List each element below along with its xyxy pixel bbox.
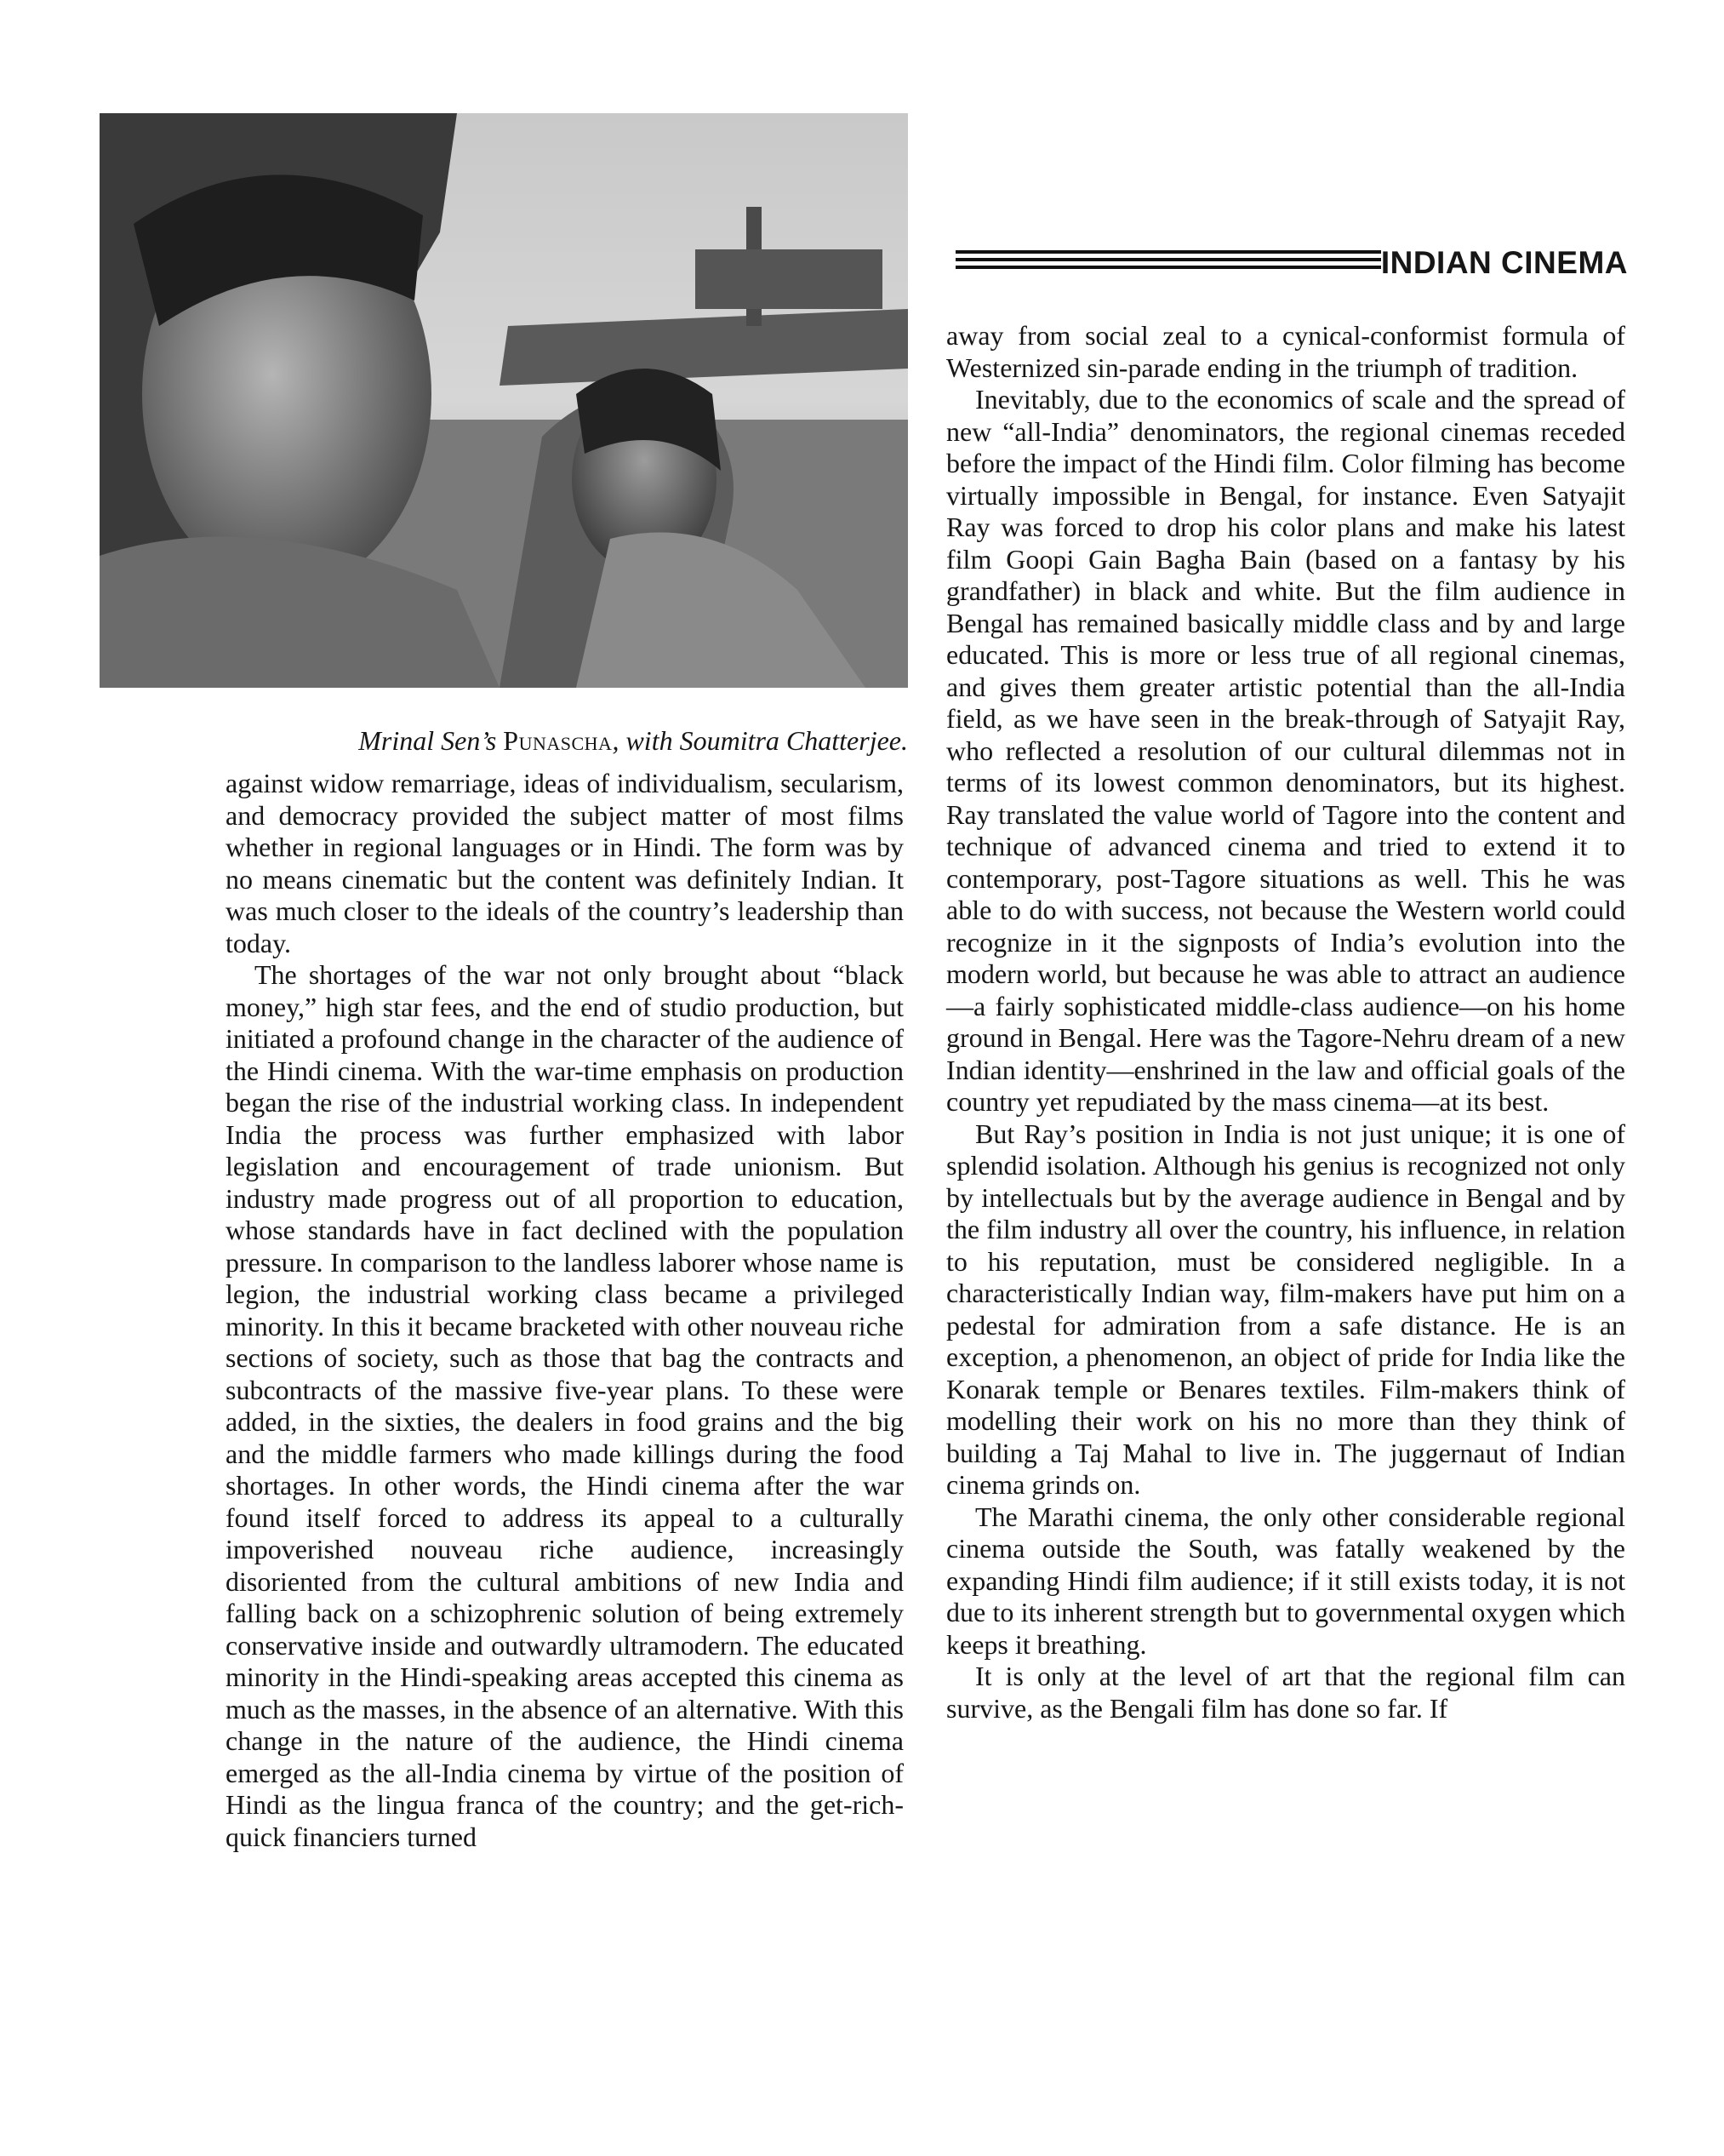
right-paragraph-2: Inevitably, due to the economics of scale and the spread of new “all-India” denominators, the regional cinemas receded before the impact of the Hindi film. Color filming has become virtually impossible in Bengal, for instance. Even Satyajit Ray was forced to drop his color plans and make his latest film Goopi Gain Bagha Bain (based on a fantasy by his grandfather) in black and white. But the film audience in Bengal has remained basically middle class and by and large educated. This is more or less true of all regional cinemas, and gives them greater artistic potential than the all-India field, as we have seen in the break-through of Satyajit Ray, who reflected a resolution of our cultural dilemmas not in terms of its lowest common denominators, but its highest. Ray translated the value world of Tagore into the content and technique of advanced cinema and tried to extend it to contemporary, post-Tagore situations as well. This he was able to do with success, not because the Western world could recognize in it the signposts of India’s evolution into the modern world, but because he was able to attract an audience—a fairly sophisticated middle-class audience—on his home ground in Bengal. Here was the Tagore-Nehru dream of a new Indian identity—enshrined in the law and official goals of the country yet repudiated by the mass cinema—at its best. xyxy=(946,384,1625,1117)
figure-caption xyxy=(100,723,908,758)
header-rules xyxy=(956,250,1381,276)
right-paragraph-1: away from social zeal to a cynical-conformist formula of Westernized sin-parade ending in the triumph of tradition. xyxy=(946,320,1625,383)
right-paragraph-5: It is only at the level of art that the regional film can survive, as the Bengali film has done so far. If xyxy=(946,1661,1625,1724)
film-still-photo xyxy=(100,113,908,688)
section-title: INDIAN CINEMA xyxy=(1380,245,1628,280)
caption-film-title: Punascha xyxy=(503,725,613,756)
right-column xyxy=(946,320,1625,1724)
section-header xyxy=(956,242,1628,284)
left-paragraph-2: The shortages of the war not only brought about “black money,” high star fees, and the end of studio production, but initiated a profound change in the character of the audience of the Hindi cinema. With the war-time emphasis on production began the rise of the industrial working class. In independent India the process was further emphasized with labor legislation and encouragement of trade unionism. But industry made progress out of all proportion to education, whose standards have in fact declined with the population pressure. In comparison to the landless laborer whose name is legion, the industrial working class became a privileged minority. In this it became bracketed with other nouveau riche sections of society, such as those that bag the contracts and subcontracts of the massive five-year plans. To these were added, in the sixties, the dealers in food grains and the big and the middle farmers who made killings during the food shortages. In other words, the Hindi cinema after the war found itself forced to address its appeal to a culturally impoverished nouveau riche audience, increasingly disoriented from the cultural ambitions of new India and falling back on a schizophrenic solution of being extremely conservative inside and outwardly ultramodern. The educated minority in the Hindi-speaking areas accepted this cinema as much as the masses, in the absence of an alternative. With this change in the nature of the audience, the Hindi cinema emerged as the all-India cinema by virtue of the position of Hindi as the lingua franca of the country; and the get-rich-quick financiers turned xyxy=(225,959,904,1852)
caption-director: Mrinal Sen’s xyxy=(358,725,497,756)
left-column xyxy=(225,768,904,1853)
right-paragraph-3: But Ray’s position in India is not just unique; it is one of splendid isolation. Although his genius is recognized not only by intellectuals but by the average audience in Bengal and by the film industry all over the country, his influence, in relation to his reputation, must be considered negligible. In a characteristically Indian way, film-makers have put him on a pedestal for admiration from a safe distance. He is an exception, a phenomenon, an object of pride for India like the Konarak temple or Benares textiles. Film-makers think of modelling their work on his no more than they think of building a Taj Mahal to live in. The juggernaut of Indian cinema grinds on. xyxy=(946,1118,1625,1500)
right-paragraph-4: The Marathi cinema, the only other considerable regional cinema outside the South, was fatally weakened by the expanding Hindi film audience; if it still exists today, it is not due to its inherent strength but to governmental oxygen which keeps it breathing. xyxy=(946,1501,1625,1660)
left-paragraph-1: against widow remarriage, ideas of individualism, secularism, and democracy provided the subject matter of most films whether in regional languages or in Hindi. The form was by no means cinematic but the content was definitely Indian. It was much closer to the ideals of the country’s leadership than today. xyxy=(225,768,904,958)
caption-rest: , with Soumitra Chatterjee. xyxy=(612,725,908,756)
film-still-image xyxy=(100,113,908,688)
